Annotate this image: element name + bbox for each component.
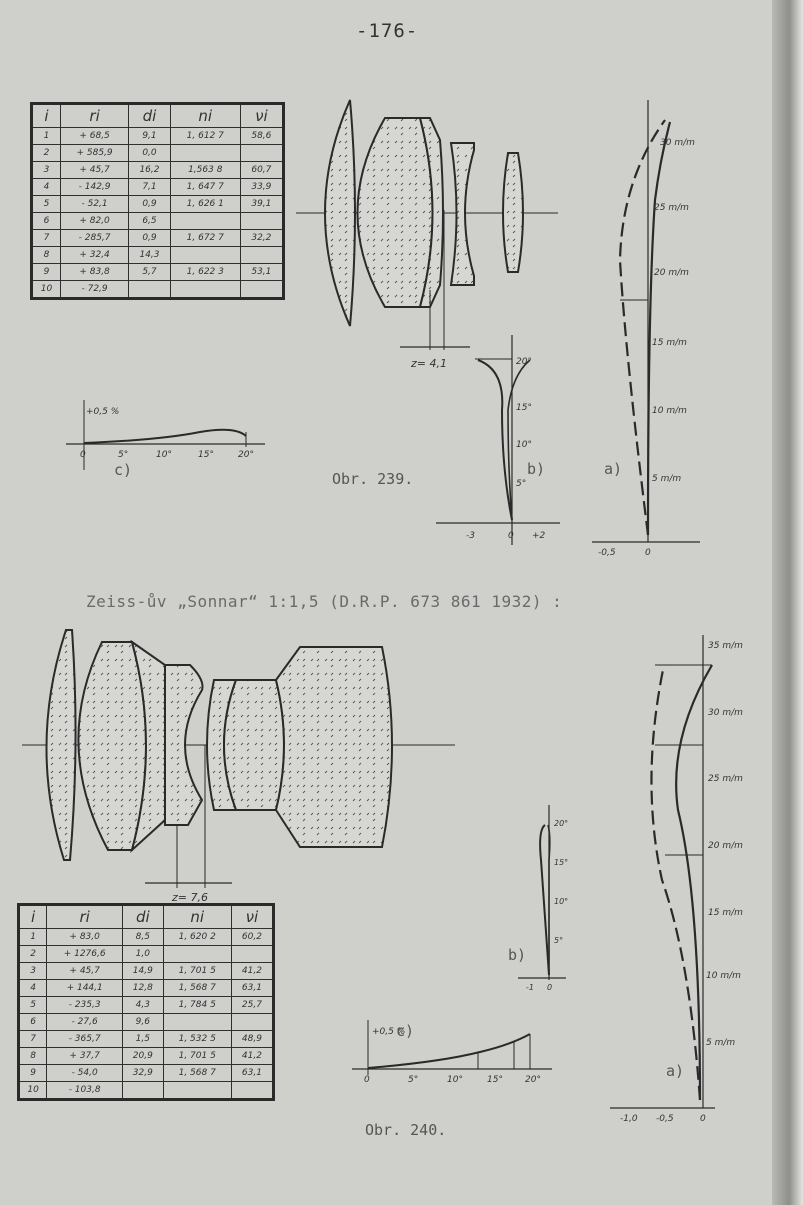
table-cell: 33,9 xyxy=(240,179,283,196)
table-cell: 32,2 xyxy=(240,230,283,247)
tick-label: 20 m/m xyxy=(654,268,689,278)
table-cell: 2 xyxy=(19,946,47,963)
tick-label: +0,5 % xyxy=(86,407,120,417)
table-cell: 1 xyxy=(19,929,47,946)
tick-label: 0 xyxy=(547,983,553,992)
plot-a-label-240: a) xyxy=(666,1062,685,1080)
table-cell: 9,1 xyxy=(129,128,171,145)
column-header: di xyxy=(129,104,171,128)
tick-label: 0 xyxy=(700,1114,706,1124)
lens-element-7 xyxy=(276,647,392,847)
table-cell: 1, 701 5 xyxy=(163,1048,231,1065)
tick-label: 5 m/m xyxy=(706,1038,736,1048)
table-cell: 10 xyxy=(19,1082,47,1100)
table-cell: + 83,8 xyxy=(60,264,128,281)
lens-diagram-240 xyxy=(22,630,455,888)
table-cell: 58,6 xyxy=(240,128,283,145)
table-cell: 8 xyxy=(32,247,61,264)
table-cell: 3 xyxy=(32,162,61,179)
astigmatism-plot-240 xyxy=(610,635,715,1108)
table-cell: 4,3 xyxy=(123,997,164,1014)
table-cell: + 45,7 xyxy=(60,162,128,179)
plot-a-ticks-240 xyxy=(620,641,743,1124)
table-cell: 1 xyxy=(32,128,61,145)
table-cell: 63,1 xyxy=(231,980,273,997)
table-cell: 48,9 xyxy=(231,1031,273,1048)
table-cell: 9 xyxy=(32,264,61,281)
lens-element-5 xyxy=(503,153,523,272)
column-header: ni xyxy=(163,905,231,929)
table-cell: 32,9 xyxy=(123,1065,164,1082)
section-heading-sonnar: Zeiss-ův „Sonnar“ 1:1,5 (D.R.P. 673 861 1932) : xyxy=(86,592,563,611)
column-header: ni xyxy=(170,104,240,128)
table-cell: 8,5 xyxy=(123,929,164,946)
table-cell: 7 xyxy=(19,1031,47,1048)
lens-element-6 xyxy=(224,680,284,810)
page-number: -176- xyxy=(356,20,419,42)
tick-label: 20° xyxy=(554,819,569,828)
tick-label: 0 xyxy=(645,548,651,558)
table-cell: 4 xyxy=(32,179,61,196)
table-cell: - 54,0 xyxy=(47,1065,123,1082)
table-cell: - 72,9 xyxy=(60,281,128,299)
table-cell: 1, 701 5 xyxy=(163,963,231,980)
table-cell: 1,0 xyxy=(123,946,164,963)
tick-label: 15 m/m xyxy=(708,908,743,918)
table-cell: - 235,3 xyxy=(47,997,123,1014)
table-cell: - 142,9 xyxy=(60,179,128,196)
column-header: ri xyxy=(47,905,123,929)
table-cell: 4 xyxy=(19,980,47,997)
table-cell: 14,3 xyxy=(129,247,171,264)
table-cell: 41,2 xyxy=(231,1048,273,1065)
tick-label: 5° xyxy=(554,936,564,945)
distortion-plot-239 xyxy=(436,335,560,545)
tick-label: +0,5 % xyxy=(372,1027,406,1037)
table-cell: + 68,5 xyxy=(60,128,128,145)
z-distance-label-239: z= 4,1 xyxy=(411,357,447,370)
plot-a-ticks-239 xyxy=(598,138,695,558)
tick-label: 20° xyxy=(238,450,254,460)
plot-b-label-240: b) xyxy=(508,946,527,964)
column-header: νi xyxy=(231,905,273,929)
tick-label: 5 m/m xyxy=(652,474,682,484)
table-cell: - 285,7 xyxy=(60,230,128,247)
lens-element-1 xyxy=(46,630,75,860)
table-cell: 0,0 xyxy=(129,145,171,162)
table-cell: 7,1 xyxy=(129,179,171,196)
tick-label: -0,5 xyxy=(656,1114,674,1124)
table-cell: 5,7 xyxy=(129,264,171,281)
table-cell: + 45,7 xyxy=(47,963,123,980)
tick-label: 35 m/m xyxy=(708,641,743,651)
tick-label: 10° xyxy=(156,450,172,460)
tick-label: 0 xyxy=(508,531,514,541)
table-cell: 1, 568 7 xyxy=(163,1065,231,1082)
table-cell: 53,1 xyxy=(240,264,283,281)
tick-label: -1,0 xyxy=(620,1114,638,1124)
plot-b-ticks-239 xyxy=(466,357,546,541)
table-cell: 25,7 xyxy=(231,997,273,1014)
table-cell: + 1276,6 xyxy=(47,946,123,963)
table-cell: 6,5 xyxy=(129,213,171,230)
table-cell: 9 xyxy=(19,1065,47,1082)
tick-label: 15 m/m xyxy=(652,338,687,348)
plot-b-label-239: b) xyxy=(527,460,546,478)
table-cell: + 82,0 xyxy=(60,213,128,230)
figure-caption-240: Obr. 240. xyxy=(365,1121,447,1139)
plot-c-label-240: c) xyxy=(396,1022,415,1040)
tick-label: 20° xyxy=(525,1075,541,1085)
tick-label: 25 m/m xyxy=(708,774,743,784)
table-cell: 5 xyxy=(19,997,47,1014)
plot-a-label-239: a) xyxy=(604,460,623,478)
tick-label: -3 xyxy=(466,531,475,541)
table-cell: 5 xyxy=(32,196,61,213)
table-cell: - 27,6 xyxy=(47,1014,123,1031)
table-cell: 14,9 xyxy=(123,963,164,980)
tick-label: 10° xyxy=(516,440,532,450)
table-cell: + 83,0 xyxy=(47,929,123,946)
column-header: νi xyxy=(240,104,283,128)
table-cell: 6 xyxy=(19,1014,47,1031)
table-cell: 63,1 xyxy=(231,1065,273,1082)
table-cell: 1, 672 7 xyxy=(170,230,240,247)
table-cell: 1, 626 1 xyxy=(170,196,240,213)
table-cell: 60,7 xyxy=(240,162,283,179)
column-header: i xyxy=(32,104,61,128)
figure-caption-239: Obr. 239. xyxy=(332,470,414,488)
table-cell: 12,8 xyxy=(123,980,164,997)
tick-label: -0,5 xyxy=(598,548,616,558)
table-cell: 1, 612 7 xyxy=(170,128,240,145)
tick-label: 20 m/m xyxy=(708,841,743,851)
tick-label: 25 m/m xyxy=(654,203,689,213)
tick-label: 10 m/m xyxy=(706,971,741,981)
lens-element-2 xyxy=(78,642,146,850)
tick-label: 20° xyxy=(516,357,532,367)
tick-label: 30 m/m xyxy=(708,708,743,718)
table-cell: 1, 532 5 xyxy=(163,1031,231,1048)
tick-label: 15° xyxy=(487,1075,503,1085)
table-cell: - 103,8 xyxy=(47,1082,123,1100)
table-cell: 2 xyxy=(32,145,61,162)
tick-label: 15° xyxy=(198,450,214,460)
z-distance-label-240: z= 7,6 xyxy=(172,891,208,904)
table-cell: 10 xyxy=(32,281,61,299)
table-cell: 8 xyxy=(19,1048,47,1065)
table-cell: 1, 568 7 xyxy=(163,980,231,997)
column-header: ri xyxy=(60,104,128,128)
table-cell: 0,9 xyxy=(129,196,171,213)
tick-label: 10 m/m xyxy=(652,406,687,416)
table-cell: 1,563 8 xyxy=(170,162,240,179)
table-cell: 16,2 xyxy=(129,162,171,179)
column-header: i xyxy=(19,905,47,929)
table-cell: - 52,1 xyxy=(60,196,128,213)
tick-label: 5° xyxy=(408,1075,419,1085)
table-cell: 9,6 xyxy=(123,1014,164,1031)
plot-c-labels-239 xyxy=(80,407,254,460)
tick-label: 0 xyxy=(80,450,86,460)
table-cell: + 585,9 xyxy=(60,145,128,162)
tick-label: -1 xyxy=(526,983,534,992)
table-cell: 7 xyxy=(32,230,61,247)
table-cell: 41,2 xyxy=(231,963,273,980)
table-cell: 60,2 xyxy=(231,929,273,946)
table-cell: 1,5 xyxy=(123,1031,164,1048)
table-cell: 39,1 xyxy=(240,196,283,213)
lens-diagram-239 xyxy=(296,100,558,350)
column-header: di xyxy=(123,905,164,929)
tick-label: 10° xyxy=(554,897,569,906)
lens-element-1 xyxy=(325,100,355,326)
lens-element-4 xyxy=(451,143,474,285)
table-cell: 3 xyxy=(19,963,47,980)
tick-label: 15° xyxy=(554,858,569,867)
table-cell: - 365,7 xyxy=(47,1031,123,1048)
plot-c-label-239: c) xyxy=(114,461,133,479)
table-cell: 1, 620 2 xyxy=(163,929,231,946)
table-cell: + 144,1 xyxy=(47,980,123,997)
table-cell: + 37,7 xyxy=(47,1048,123,1065)
tick-label: 5° xyxy=(516,479,527,489)
tick-label: 30 m/m xyxy=(660,138,695,148)
tick-label: 15° xyxy=(516,403,532,413)
lens-element-2 xyxy=(358,118,433,307)
plot-b-ticks-240 xyxy=(526,819,568,992)
table-cell: 20,9 xyxy=(123,1048,164,1065)
tick-label: 10° xyxy=(447,1075,463,1085)
table-cell: 1, 622 3 xyxy=(170,264,240,281)
table-cell: 6 xyxy=(32,213,61,230)
tick-label: 5° xyxy=(118,450,129,460)
tick-label: +2 xyxy=(532,531,546,541)
table-cell: + 32,4 xyxy=(60,247,128,264)
table-cell: 0,9 xyxy=(129,230,171,247)
table-cell: 1, 647 7 xyxy=(170,179,240,196)
tick-label: 0 xyxy=(364,1075,370,1085)
table-cell: 1, 784 5 xyxy=(163,997,231,1014)
